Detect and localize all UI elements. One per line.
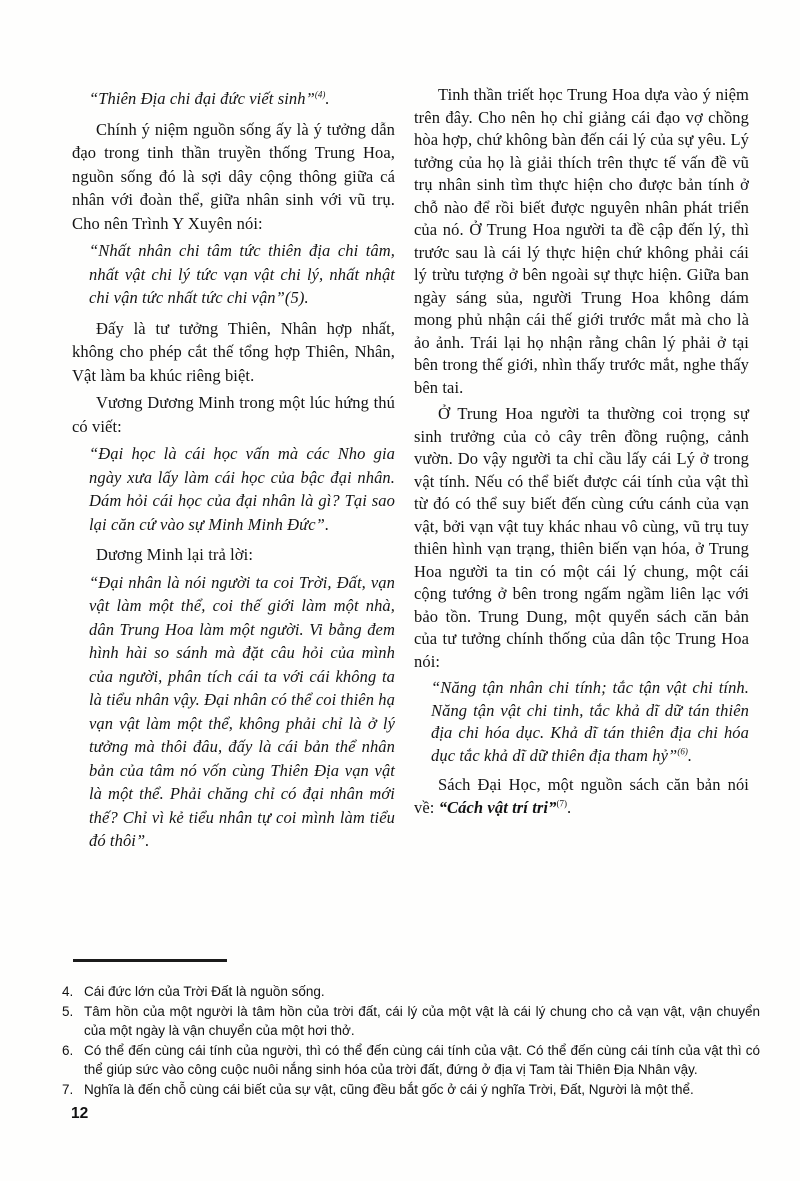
body-paragraph: Tinh thần triết học Trung Hoa dựa vào ý niệm trên đây. Cho nên họ chỉ giảng cái đạo vợ chồng hòa hợp, chứ không bàn đến cái lý của sự yêu. Lý tưởng của họ là giải thích trên thực tế vấn đề vũ trụ nhân sinh tìm thực hiện cho được bản tính ở chỗ nào để rồi biết được nguyên nhân phát triển của nó. Ở Trung Hoa người ta đề cập đến lý, thì trước sau là cái lý thực hiện chứ không phải cái lý trừu tượng ở bên ngoài sự thực hiện. Giữa ban ngày sáng sủa, người Trung Hoa không dám mong phủ nhận cái thế giới trước mắt mà cho là ảo ảnh. Trái lại họ nhận rằng chân lý phải ở tại bên trong thế giới, nhìn thấy trước mắt, nghe thấy bên tai.: [414, 85, 749, 397]
footnote-item: [62, 1002, 760, 1041]
column-left: [72, 84, 395, 860]
footnote-item: [62, 1041, 760, 1080]
footnotes-section: [62, 982, 760, 1099]
body-paragraph: Sách Đại Học, một nguồn sách căn bản nói về: “Cách vật trí tri”$^{(7)}$.: [414, 775, 749, 817]
quote-paragraph: “Năng tận nhân chi tính; tắc tận vật chi tính. Năng tận vật chi tinh, tắc khả dĩ dữ tán thiên địa chi hóa dục. Khả dĩ tán thiên địa chi hóa dục tắc khả dĩ dữ thiên địa tham hỷ”$^{(6)}$.: [431, 678, 749, 765]
inline-quote: “Cách vật trí tri”: [438, 797, 557, 817]
footnote-separator-rule: [73, 959, 227, 962]
quote-paragraph: “Đại học là cái học vấn mà các Nho gia ngày xưa lấy làm cái học của bậc đại nhân. Dám hỏi cái học của đại nhân là gì? Tại sao lại căn cứ vào sự Minh Minh Đức”.: [89, 444, 395, 534]
footnote-text: Tâm hồn của một người là tâm hồn của trời đất, cái lý của một vật là cái lý chung cho cả vạn vật, vận chuyển của một ngày là vận chuyển của một hơi thở.: [84, 1003, 760, 1038]
quote-paragraph: “Nhất nhân chi tâm tức thiên địa chi tâm, nhất vật chi lý tức vạn vật chi lý, nhất nhật chi vận tức nhất tức chi vận”(5).: [89, 241, 395, 307]
footnote-number: 4.: [62, 984, 74, 999]
body-paragraph: Ở Trung Hoa người ta thường coi trọng sự sinh trưởng của cỏ cây trên đồng ruộng, cảnh vườn. Do vậy người ta chỉ cầu lấy cái Lý ở trong vật tính. Nếu có thể biết được cái tính của vật thì từ đó có thể suy biết đến cùng cứu cánh của vạn vật, bởi vạn vật tuy khác nhau vô cùng, vũ trụ tuy thiên hình vạn trạng, thiên biến vạn hóa, ở Trung Hoa người ta tin có một cái lý chung, một cái cộng tướng ở bên trong ngấm ngầm liên lạc với bảo tồn. Trung Dung, một quyển sách căn bản của tư tưởng chính thống của dân tộc Trung Hoa nói:: [414, 404, 749, 671]
body-paragraph: Đấy là tư tưởng Thiên, Nhân hợp nhất, không cho phép cắt thế tổng hợp Thiên, Nhân, Vật làm ba khúc riêng biệt.: [72, 318, 395, 385]
footnote-text: Có thể đến cùng cái tính của người, thì có thể đến cùng cái tính của vật. Có thể đến cùng cái tính của vật thì có thể giúp sức vào công cuộc nuôi nắng sinh hóa của trời đất, đứng ở địa vị Tam tài Thiên Địa Nhân vậy.: [84, 1042, 760, 1077]
footnote-item: [62, 982, 760, 1002]
footnote-number: 5.: [62, 1003, 74, 1019]
footnote-ref: (4): [314, 89, 326, 100]
quote-paragraph: “Thiên Địa chi đại đức viết sinh”$^{(4)}$.: [89, 89, 330, 108]
footnote-ref: (7): [556, 798, 567, 808]
footnote-item: [62, 1080, 760, 1100]
footnote-number: 6.: [62, 1042, 74, 1058]
footnote-text: Nghĩa là đến chỗ cùng cái biết của sự vật, cũng đều bắt gốc ở cái ý nghĩa Trời, Đất, Người là một thể.: [84, 1081, 694, 1097]
footnote-text: Cái đức lớn của Trời Đất là nguồn sống.: [84, 984, 325, 999]
body-paragraph: Chính ý niệm nguồn sống ấy là ý tưởng dẫn đạo trong tinh thần truyền thống Trung Hoa, nguồn sống đó là sợi dây cộng thông giữa cá nhân với đoàn thể, giữa nhân sinh với vũ trụ. Cho nên Trình Y Xuyên nói:: [72, 119, 395, 233]
text-columns: [72, 84, 749, 860]
quote-paragraph: “Đại nhân là nói người ta coi Trời, Đất, vạn vật làm một thể, coi thế giới làm một nhà, dân Trung Hoa làm một người. Vi bằng đem hình hài so sánh mà đặt câu hỏi của mình của người, phân tích cái ta với cái không ta là tiểu nhân vậy. Đại nhân có thể coi thiên hạ vạn vật làm một thể, không phải chỉ là ở lý tưởng mà thôi đâu, đấy là cái bản thể nhân bản của tâm nó vốn cùng Thiên Địa vạn vật là một thể. Phải chăng chỉ có đại nhân mới thế? Chỉ vì kẻ tiểu nhân tự coi mình làm tiểu đó thôi”.: [89, 572, 395, 850]
body-paragraph: Dương Minh lại trả lời:: [96, 545, 254, 564]
column-right: [414, 84, 749, 860]
footnote-ref: (6): [677, 746, 688, 756]
footnote-number: 7.: [62, 1081, 74, 1097]
page-number: 12: [71, 1105, 89, 1122]
body-paragraph: Vương Dương Minh trong một lúc hứng thú có viết:: [72, 393, 395, 436]
